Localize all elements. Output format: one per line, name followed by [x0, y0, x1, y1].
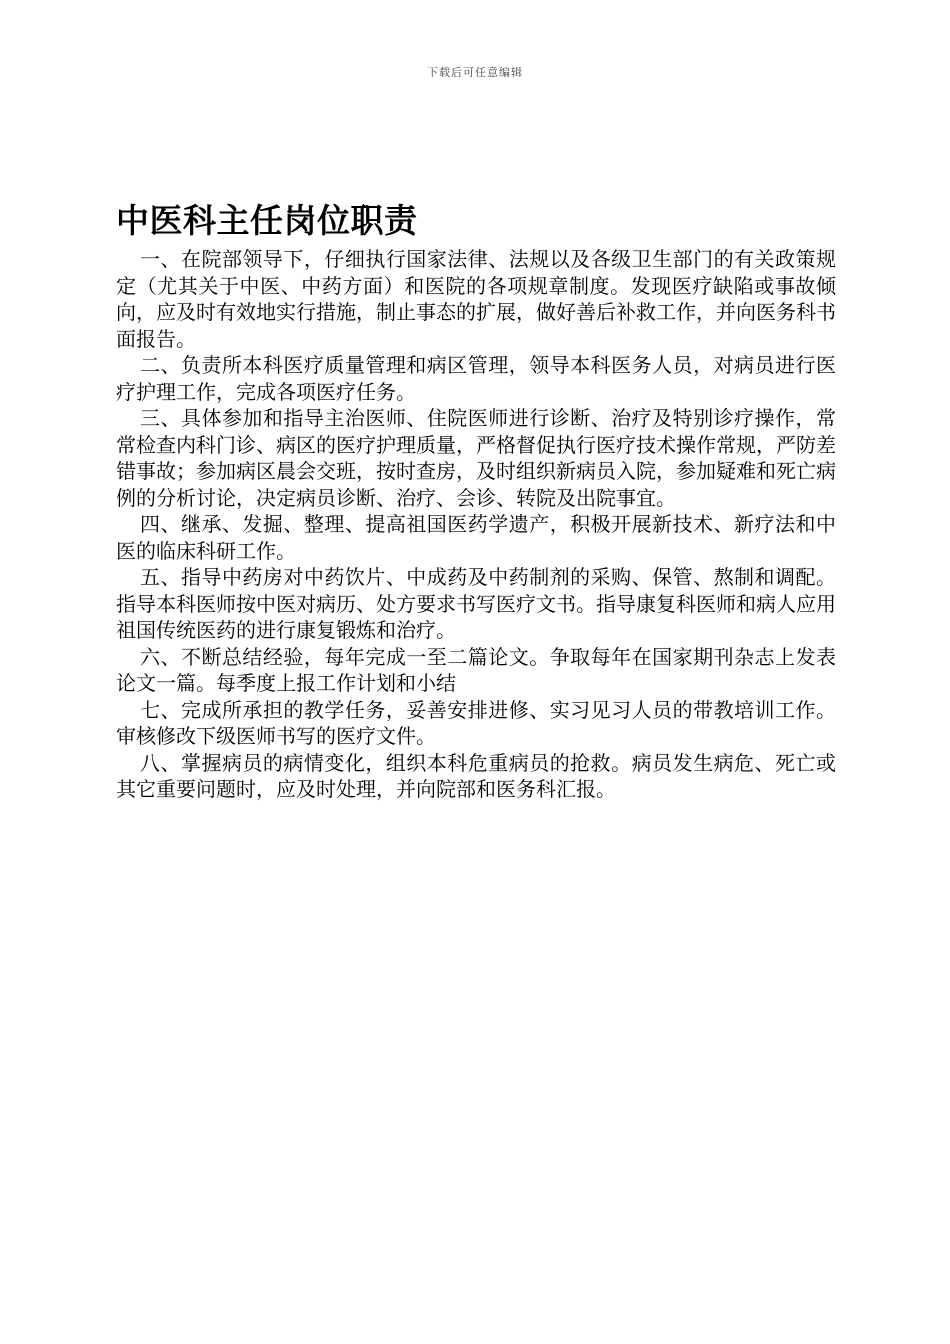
- paragraph-1: 一、在院部领导下，仔细执行国家法律、法规以及各级卫生部门的有关政策规定（尤其关于中医、中药方面）和医院的各项规章制度。发现医疗缺陷或事故倾向，应及时有效地实行措施，制止事态的扩展，做好善后补救工作，并向医务科书面报告。: [116, 247, 836, 351]
- paragraph-7: 七、完成所承担的教学任务，妥善安排进修、实习见习人员的带教培训工作。审核修改下级医师书写的医疗文件。: [116, 697, 836, 748]
- paragraph-5: 五、指导中药房对中药饮片、中成药及中药制剂的采购、保管、熬制和调配。指导本科医师按中医对病历、处方要求书写医疗文书。指导康复科医师和病人应用祖国传统医药的进行康复锻炼和治疗。: [116, 565, 836, 642]
- paragraph-8: 八、掌握病员的病情变化，组织本科危重病员的抢救。病员发生病危、死亡或其它重要问题时，应及时处理，并向院部和医务科汇报。: [116, 750, 836, 801]
- document-title: 中医科主任岗位职责: [116, 201, 418, 240]
- page-header-note: 下载后可任意编辑: [427, 66, 523, 79]
- paragraph-3: 三、具体参加和指导主治医师、住院医师进行诊断、治疗及特别诊疗操作，常常检查内科门诊、病区的医疗护理质量，严格督促执行医疗技术操作常规，严防差错事故；参加病区晨会交班，按时查房，及时组织新病员入院，参加疑难和死亡病例的分析讨论，决定病员诊断、治疗、会诊、转院及出院事宜。: [116, 406, 836, 510]
- paragraph-6: 六、不断总结经验，每年完成一至二篇论文。争取每年在国家期刊杂志上发表论文一篇。每季度上报工作计划和小结: [116, 644, 836, 695]
- document-body: [116, 196, 836, 803]
- paragraph-4: 四、继承、发掘、整理、提高祖国医药学遗产，积极开展新技术、新疗法和中医的临床科研工作。: [116, 512, 836, 563]
- paragraph-2: 二、负责所本科医疗质量管理和病区管理，领导本科医务人员，对病员进行医疗护理工作，完成各项医疗任务。: [116, 353, 836, 404]
